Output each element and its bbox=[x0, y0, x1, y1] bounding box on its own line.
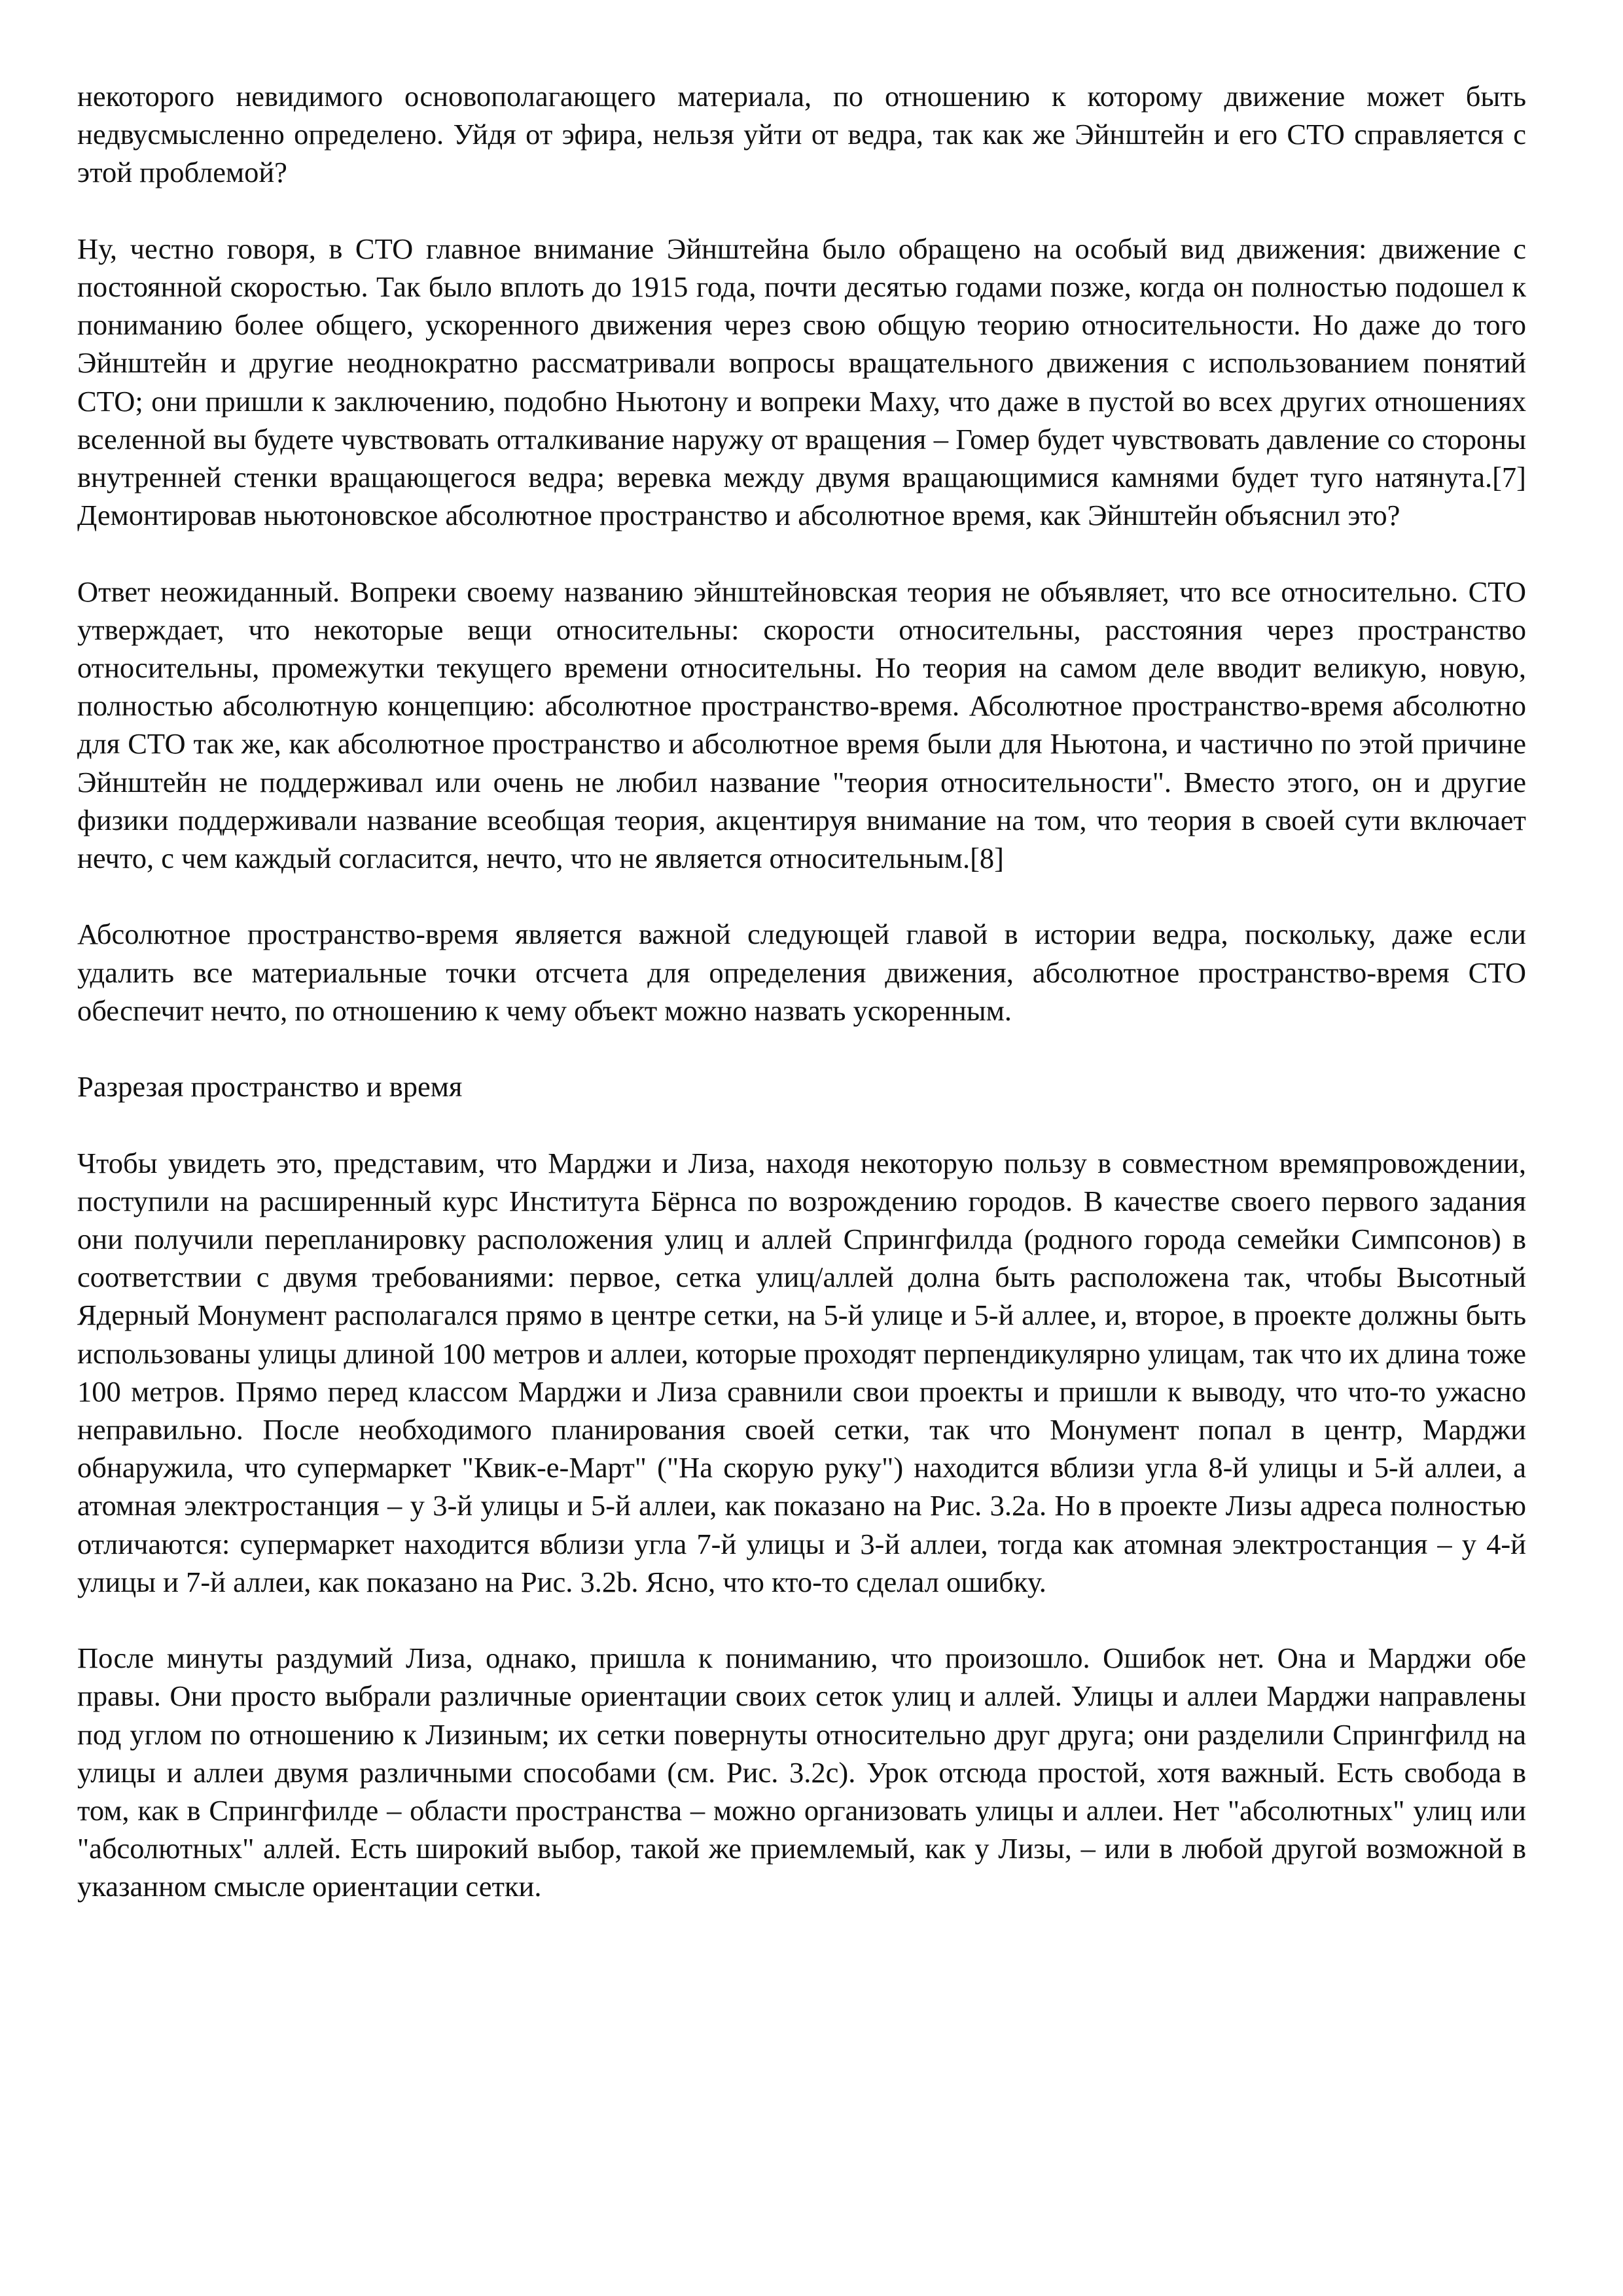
paragraph-rotational-motion: Ну, честно говоря, в СТО главное внимание Эйнштейна было обращено на особый вид движения: движение с постоянной скоростью. Так было вплоть до 1915 года, почти десятью годами позже, когда он полностью подошел к пониманию более общего, ускоренного движения через свою общую теорию относительности. Но даже до того Эйнштейн и другие неоднократно рассматривали вопросы вращательного движения с использованием понятий СТО; они пришли к заключению, подобно Ньютону и вопреки Маху, что даже в пустой во всех других отношениях вселенной вы будете чувствовать отталкивание наружу от вращения – Гомер будет чувствовать давление со стороны внутренней стенки вращающегося ведра; веревка между двумя вращающимися камнями будет туго натянута.[7] Демонтировав ньютоновское абсолютное пространство и абсолютное время, как Эйнштейн объяснил это? bbox=[77, 232, 1526, 532]
paragraph-lisa-insight: После минуты раздумий Лиза, однако, пришла к пониманию, что произошло. Ошибок нет. Она и Марджи обе правы. Они просто выбрали различные ориентации своих сеток улиц и аллей. Улицы и аллеи Марджи направлены под углом по отношению к Лизиным; их сетки повернуты относительно друг друга; они разделили Спрингфилд на улицы и аллеи двумя различными способами (см. Рис. 3.2c). Урок отсюда простой, хотя важный. Есть свобода в том, как в Спрингфилде – области пространства – можно организовать улицы и аллеи. Нет "абсолютных" улиц или "абсолютных" аллей. Есть широкий выбор, такой же приемлемый, как у Лизы, – или в любой другой возможной в указанном смысле ориентации сетки. bbox=[77, 1641, 1526, 1903]
paragraph-absolute-spacetime: Ответ неожиданный. Вопреки своему названию эйнштейновская теория не объявляет, что все относительно. СТО утверждает, что некоторые вещи относительны: скорости относительны, расстояния через пространство относительны, промежутки текущего времени относительны. Но теория на самом деле вводит великую, новую, полностью абсолютную концепцию: абсолютное пространство-время. Абсолютное пространство-время абсолютно для СТО так же, как абсолютное пространство и абсолютное время были для Ньютона, и частично по этой причине Эйнштейн не поддерживал или очень не любил название "теория относительности". Вместо этого, он и другие физики поддерживали название всеобщая теория, акцентируя внимание на том, что теория в своей сути включает нечто, с чем каждый согласится, нечто, что не является относительным.[8] bbox=[77, 575, 1526, 875]
paragraph-ether-bucket: некоторого невидимого основополагающего материала, по отношению к которому движение может быть недвусмысленно определено. Уйдя от эфира, нельзя уйти от ведра, так как же Эйнштейн и его СТО справляется с этой проблемой? bbox=[77, 80, 1526, 189]
document-page bbox=[77, 77, 1526, 1944]
paragraph-bucket-history: Абсолютное пространство-время является важной следующей главой в истории ведра, поскольку, даже если удалить все материальные точки отсчета для определения движения, абсолютное пространство-время СТО обеспечит нечто, по отношению к чему объект можно назвать ускоренным. bbox=[77, 918, 1526, 1027]
section-heading: Разрезая пространство и время bbox=[77, 1070, 463, 1103]
paragraph-springfield-grid: Чтобы увидеть это, представим, что Марджи и Лиза, находя некоторую пользу в совместном времяпровождении, поступили на расширенный курс Института Бёрнса по возрождению городов. В качестве своего первого задания они получили перепланировку расположения улиц и аллей Спрингфилда (родного города семейки Симпсонов) в соответствии с двумя требованиями: первое, сетка улиц/аллей долна быть расположена так, чтобы Высотный Ядерный Монумент располагался прямо в центре сетки, на 5-й улице и 5-й аллее, и, второе, в проекте должны быть использованы улицы длиной 100 метров и аллеи, которые проходят перпендикулярно улицам, так что их длина тоже 100 метров. Прямо перед классом Марджи и Лиза сравнили свои проекты и пришли к выводу, что что-то ужасно неправильно. После необходимого планирования своей сетки, так что Монумент попал в центр, Марджи обнаружила, что супермаркет "Квик-е-Март" ("На скорую руку") находится вблизи угла 8-й улицы и 5-й аллеи, а атомная электростанция – у 3-й улицы и 5-й аллеи, как показано на Рис. 3.2a. Но в проекте Лизы адреса полностью отличаются: супермаркет находится вблизи угла 7-й улицы и 3-й аллеи, тогда как атомная электростанция – у 4-й улицы и 7-й аллеи, как показано на Рис. 3.2b. Ясно, что кто-то сделал ошибку. bbox=[77, 1146, 1526, 1598]
